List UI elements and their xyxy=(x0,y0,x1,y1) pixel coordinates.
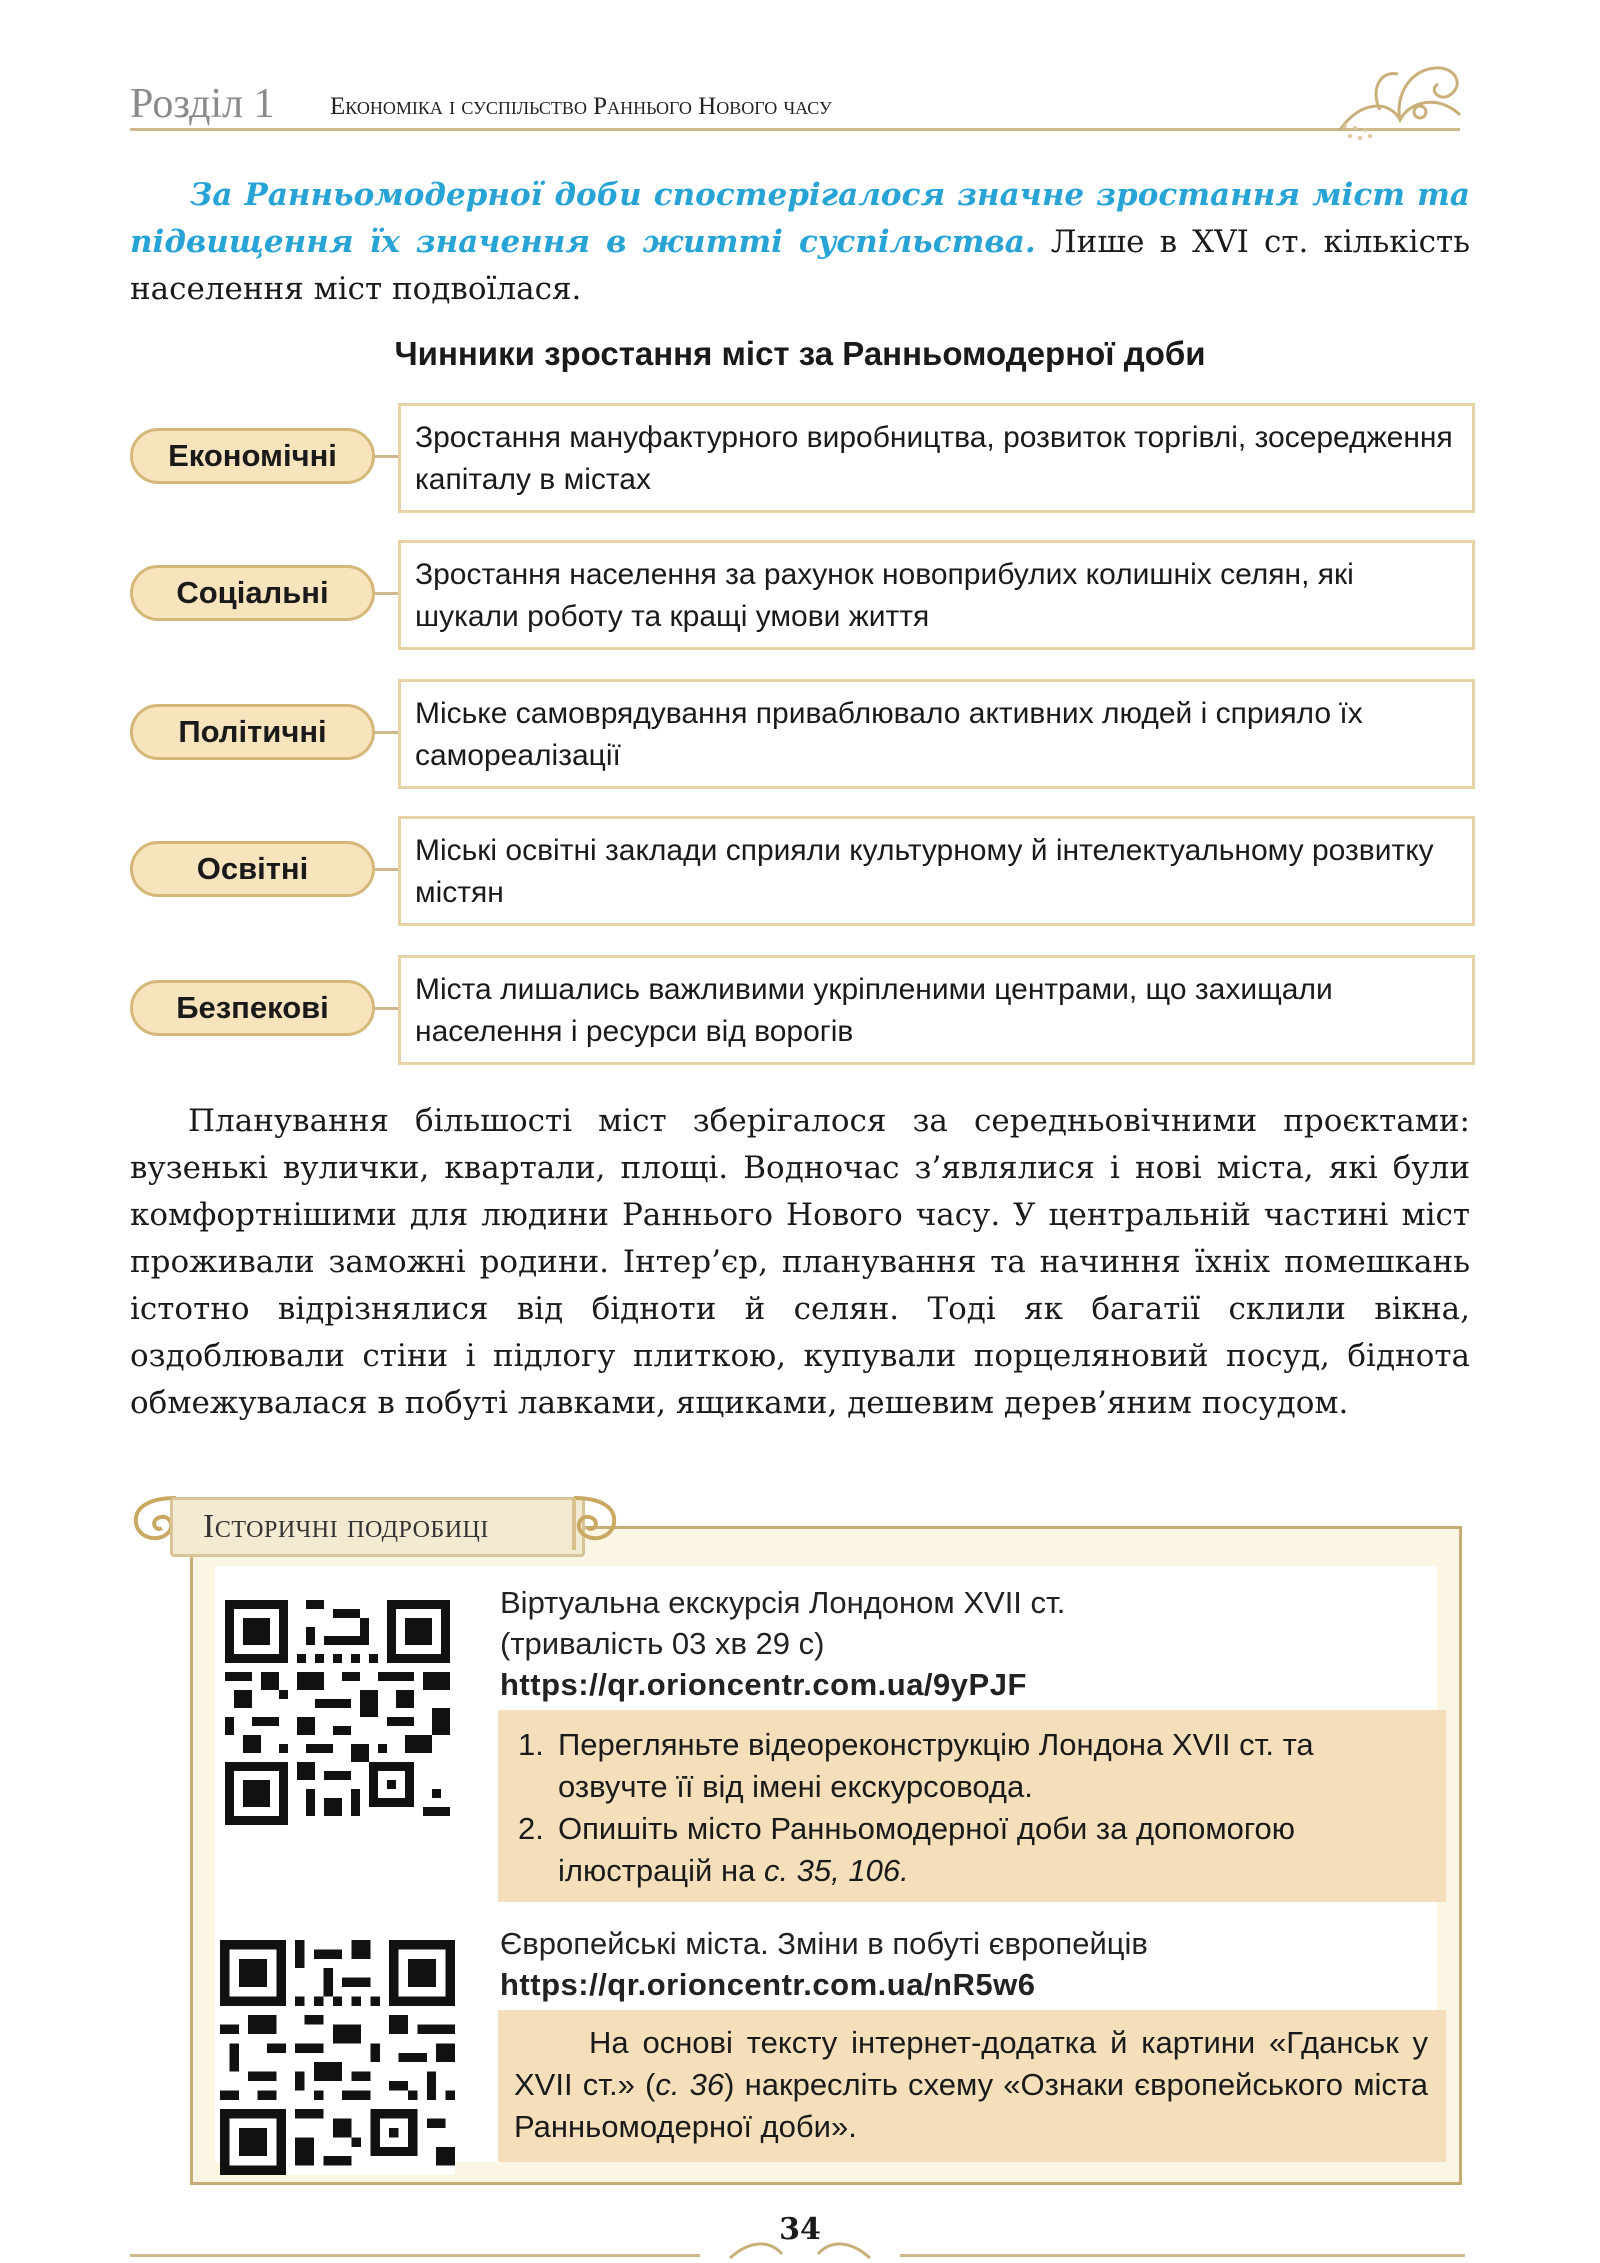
resource-link[interactable]: https://qr.orioncentr.com.ua/9yPJF xyxy=(500,1667,1027,1702)
task-list xyxy=(498,1710,1446,1892)
intro-rest: Лише в XVI ст. кількість населення міст подвоїлася. xyxy=(130,224,1470,307)
factor-connector xyxy=(375,592,400,595)
factor-connector xyxy=(375,731,400,734)
factor-description: Зростання населення за рахунок новоприбулих колишніх селян, які шукали роботу та кращі умови життя xyxy=(398,540,1475,650)
header-rule xyxy=(130,128,1460,131)
task-box-2 xyxy=(498,2010,1446,2162)
factor-connector xyxy=(375,455,400,458)
factor-description: Зростання мануфактурного виробництва, розвиток торгівлі, зосередження капіталу в містах xyxy=(398,403,1475,513)
resource-title: Європейські міста. Зміни в побуті європейців xyxy=(500,1926,1148,1961)
list-item xyxy=(518,1808,1430,1892)
task-text-start: На основі тексту інтернет-додатка й картини «Гданськ у XVII ст.» ( xyxy=(514,2025,1428,2102)
task-box-1 xyxy=(498,1710,1446,1902)
factor-row-economic xyxy=(130,403,1475,513)
factor-label: Безпекові xyxy=(130,980,375,1036)
factor-connector xyxy=(375,1007,400,1010)
list-item xyxy=(518,1724,1430,1808)
floral-ornament-icon xyxy=(1320,40,1480,150)
factor-row-security xyxy=(130,955,1475,1065)
factor-description: Міста лишались важливими укріпленими центрами, що захищали населення і ресурси від ворогів xyxy=(398,955,1475,1065)
factor-row-social xyxy=(130,540,1475,650)
factor-row-political xyxy=(130,679,1475,789)
resource-duration: (тривалість 03 хв 29 с) xyxy=(500,1626,825,1661)
task-text: Перегляньте відеореконструкцію Лондона XVII ст. та озвучте її від імені екскурсовода. xyxy=(558,1727,1314,1804)
factor-description: Міське самоврядування приваблювало активних людей і сприяло їх самореалізації xyxy=(398,679,1475,789)
footer-rule-left xyxy=(130,2254,700,2257)
details-heading: Історичні подробиці xyxy=(170,1497,585,1557)
factor-label: Освітні xyxy=(130,841,375,897)
page-number: 34 xyxy=(779,2212,821,2247)
factor-connector xyxy=(375,868,400,871)
factor-row-educational xyxy=(130,816,1475,926)
chapter-label: Розділ 1 xyxy=(130,81,275,127)
resource-title: Віртуальна екскурсія Лондоном XVII ст. xyxy=(500,1585,1066,1620)
task-text-start: Опишіть місто Ранньомодерної доби за допомогою ілюстрацій на xyxy=(558,1811,1295,1888)
factor-label: Соціальні xyxy=(130,565,375,621)
task-text xyxy=(498,2010,1446,2148)
scroll-ornament-right-icon xyxy=(570,1488,622,1558)
qr-code-european-cities-icon[interactable] xyxy=(220,1940,455,2175)
resource-2-info xyxy=(500,1923,1450,2005)
page-reference: с. 35, 106. xyxy=(763,1853,909,1888)
task-text-end: ) накресліть схему «Ознаки європейського міста Ранньомодерної доби». xyxy=(514,2067,1429,2144)
intro-paragraph xyxy=(130,172,1470,313)
body-paragraph: Планування більшості міст зберігалося за середньовічними проєктами: вузенькі вулички, квартали, площі. Водночас з’являлися і нові міста, які були комфортнішими для людини Раннього Нового часу. У центральній частині міст проживали заможні родини. Інтер’єр, планування та начиння їхніх помешкань істотно відрізнялися від бідноти й селян. Тоді як багатії склили вікна, оздоблювали стіни і підлогу плиткою, купували порцеляновий посуд, біднота обмежувалася в побуті лавками, ящиками, дешевим дерев’яним посудом. xyxy=(130,1103,1470,1421)
resource-1-info xyxy=(500,1582,1450,1705)
factor-description: Міські освітні заклади сприяли культурному й інтелектуальному розвитку містян xyxy=(398,816,1475,926)
chapter-title: Економіка і суспільство Раннього Нового часу xyxy=(330,93,832,120)
task-text xyxy=(558,1808,1430,1892)
diagram-title: Чинники зростання міст за Ранньомодерної доби xyxy=(394,335,1206,372)
intro-highlight: За Ранньомодерної доби спостерігалося значне зростання міст та підвищення їх значення в житті суспільства. xyxy=(130,177,1470,260)
qr-code-london-icon[interactable] xyxy=(225,1600,450,1825)
task-number: 1. xyxy=(518,1727,544,1762)
resource-link[interactable]: https://qr.orioncentr.com.ua/nR5w6 xyxy=(500,1967,1036,2002)
factor-label: Політичні xyxy=(130,704,375,760)
task-number: 2. xyxy=(518,1811,544,1846)
footer-rule-right xyxy=(900,2254,1465,2257)
factor-label: Економічні xyxy=(130,428,375,484)
page-reference: с. 36 xyxy=(655,2067,725,2102)
